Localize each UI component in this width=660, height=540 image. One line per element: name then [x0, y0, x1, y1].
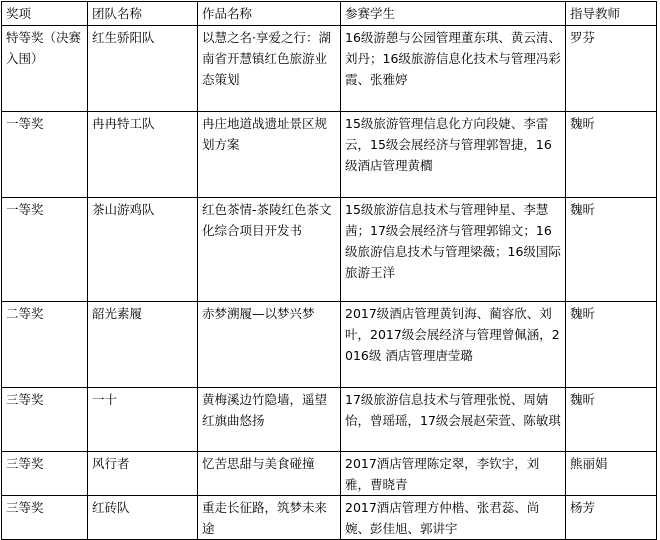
team-cell: 红砖队	[88, 496, 198, 540]
work-cell: 黄梅溪边竹隐墙，遥望红旗曲悠扬	[198, 388, 341, 452]
header-row	[2, 2, 657, 26]
awards-table	[1, 1, 657, 540]
students-cell: 2017酒店管理方仲楷、张君蕊、尚婉、彭佳旭、郭讲宇	[341, 496, 566, 540]
teacher-cell: 魏昕	[566, 112, 657, 198]
students-cell: 15级旅游信息技术与管理钟星、李慧茜；17级会展经济与管理郭锦文；16级旅游信息技术与管理梁薇；16级国际旅游王洋	[341, 198, 566, 302]
award-cell: 一等奖	[2, 198, 88, 302]
award-cell: 三等奖	[2, 452, 88, 496]
header-work: 作品名称	[198, 2, 341, 26]
students-cell: 15级旅游管理信息化方向段婕、李雷云，15级会展经济与管理郭智捷，16级酒店管理黄櫚	[341, 112, 566, 198]
header-team: 团队名称	[88, 2, 198, 26]
team-cell: 风行者	[88, 452, 198, 496]
teacher-cell: 魏昕	[566, 388, 657, 452]
header-award: 奖项	[2, 2, 88, 26]
work-cell: 重走长征路，筑梦未来途	[198, 496, 341, 540]
table-row	[2, 496, 657, 540]
award-cell: 三等奖	[2, 388, 88, 452]
award-cell: 二等奖	[2, 302, 88, 388]
award-cell: 三等奖	[2, 496, 88, 540]
students-cell: 17级旅游信息技术与管理张悦、周婧怡，曾瑶瑶，17级会展赵荣萱、陈敏琪	[341, 388, 566, 452]
table-row	[2, 198, 657, 302]
work-cell: 以慧之名·享爱之行：湖南省开慧镇红色旅游业态策划	[198, 26, 341, 112]
teacher-cell: 罗芬	[566, 26, 657, 112]
work-cell: 红色茶情-茶陵红色茶文化综合项目开发书	[198, 198, 341, 302]
students-cell: 16级游憩与公园管理董东琪、黄云清、刘丹；16级旅游信息化技术与管理冯彩霞、张雅婷	[341, 26, 566, 112]
team-cell: 茶山游鸡队	[88, 198, 198, 302]
table-row	[2, 452, 657, 496]
award-cell: 一等奖	[2, 112, 88, 198]
work-cell: 忆苦思甜与美食碰撞	[198, 452, 341, 496]
teacher-cell: 杨芳	[566, 496, 657, 540]
work-cell: 赤梦溯履—以梦兴梦	[198, 302, 341, 388]
team-cell: 一十	[88, 388, 198, 452]
award-cell: 特等奖（决赛入围）	[2, 26, 88, 112]
table-row	[2, 26, 657, 112]
teacher-cell: 魏昕	[566, 302, 657, 388]
table-row	[2, 302, 657, 388]
teacher-cell: 熊丽娟	[566, 452, 657, 496]
students-cell: 2017酒店管理陈定翠，李钦宇，刘雅，曹晓青	[341, 452, 566, 496]
header-students: 参赛学生	[341, 2, 566, 26]
table-row	[2, 112, 657, 198]
table-row	[2, 388, 657, 452]
team-cell: 冉冉特工队	[88, 112, 198, 198]
header-teacher: 指导教师	[566, 2, 657, 26]
team-cell: 红生骄阳队	[88, 26, 198, 112]
team-cell: 韶光素履	[88, 302, 198, 388]
teacher-cell: 魏昕	[566, 198, 657, 302]
students-cell: 2017级酒店管理黄钊海、蔺容欣、刘叶，2017级会展经济与管理曾佩涵，2016级 酒店管理唐莹璐	[341, 302, 566, 388]
work-cell: 冉庄地道战遗址景区规划方案	[198, 112, 341, 198]
